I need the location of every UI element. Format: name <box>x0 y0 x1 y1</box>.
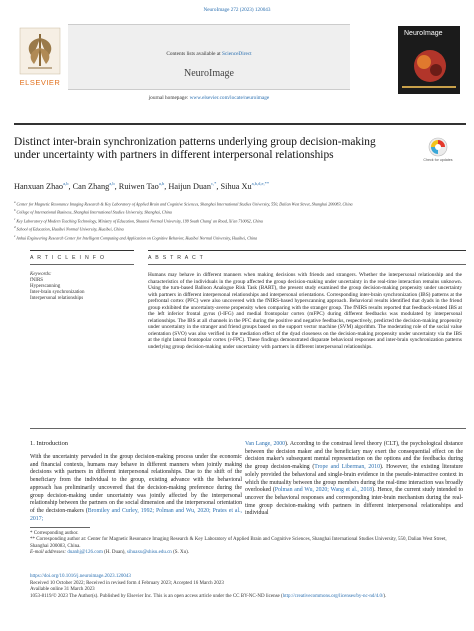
affiliation: $^b$ College of International Business, Shanghai International Studies University, Shanghai, China <box>14 208 172 215</box>
cover-title: NeuroImage <box>404 30 443 37</box>
footnote-emails: E-mail addresses: duanhj@126.com (H. Duan), sihuaxu@shisu.edu.cn (S. Xu). <box>30 550 190 556</box>
keyword: Inter-brain synchronization <box>30 290 85 295</box>
sciencedirect-link[interactable]: ScienceDirect <box>221 51 252 57</box>
article-title: Distinct inter-brain synchronization patterns underlying group decision-making under uncertainty with partners in different interpersonal relationships <box>14 136 376 161</box>
citation-link[interactable]: Polman and Wu, 2020; Wang et al., 2018 <box>274 487 373 494</box>
license-line: 1053-8119/© 2023 The Author(s). Published by Elsevier Inc. This is an open access article under the CC BY-NC-ND license (http://creativecommons.org/licenses/by-nc-nd/4.0/). <box>30 593 387 599</box>
keywords-block <box>30 272 84 302</box>
author[interactable]: Haijun Duan$^{c,*}$ <box>168 181 217 191</box>
homepage-link[interactable]: www.elsevier.com/locate/neuroimage <box>189 95 270 101</box>
citation-link[interactable]: Van Lange, 2000 <box>245 441 286 447</box>
citation-link[interactable]: Trope and Liberman, 2010 <box>314 464 380 471</box>
homepage-prefix: journal homepage: <box>148 95 189 101</box>
intro-column-left <box>30 454 242 523</box>
header-divider <box>14 123 466 125</box>
footnote-rule <box>30 527 90 528</box>
keyword: Interpersonal relationships <box>30 296 84 301</box>
keyword: fNIRS <box>30 278 44 283</box>
email-link[interactable]: duanhj@126.com <box>67 550 103 556</box>
contents-line <box>68 51 350 57</box>
journal-cover-image <box>398 26 460 94</box>
author[interactable]: Hanxuan Zhao$^{a,b}$ <box>14 181 69 191</box>
affiliation: $^d$ School of Education, Huaibei Normal University, Huaibei, China <box>14 225 124 232</box>
keywords-label: Keywords: <box>30 272 52 277</box>
email-link[interactable]: sihuaxu@shisu.edu.cn <box>126 550 172 556</box>
journal-header-band <box>68 24 350 90</box>
check-for-updates-icon[interactable] <box>428 137 448 157</box>
author[interactable]: Can Zhang$^{a,b}$ <box>72 181 115 191</box>
citation-link[interactable]: Bromiley and Curley, 1992; Polman and Wu, 2020; Prates et al., 2017; <box>30 507 242 522</box>
article-metadata <box>30 574 466 600</box>
doi-link[interactable]: https://doi.org/10.1016/j.neuroimage.2023.120043 <box>30 574 131 579</box>
footnote-corresponding-1: * Corresponding author. <box>30 531 79 536</box>
elsevier-logo <box>14 26 66 90</box>
available-online: Available online 31 March 2023 <box>30 587 95 593</box>
section-heading-introduction: 1. Introduction <box>30 440 68 447</box>
keyword: Hyperscanning <box>30 284 61 289</box>
abstract-rule <box>148 250 466 251</box>
intro-paragraph-text: With the uncertainty pervaded in the group decision-making process under the economic and financial contexts, humans may behave in different manners when jointly making decisions with partners in different interpersonal relationships. Due to the shift of the beneficiary from the individual to the group, existing advance with the behavioral approach has preliminarily uncovered that the decision-making preference during the group decision-making under uncertainty was jointly affected by the interpersonal relationship between the partners on the social dimension and the interpersonal orientation of the decision-makers ( <box>30 454 242 514</box>
journal-citation[interactable]: NeuroImage 272 (2023) 120043 <box>203 7 271 13</box>
license-link[interactable]: http://creativecommons.org/licenses/by-nc-nd/4.0/ <box>282 593 384 599</box>
footnotes <box>30 531 466 557</box>
author-list: Hanxuan Zhao$^{a,b}$, Can Zhang$^{a,b}$, Ruiwen Tao$^{a,b}$, Haijun Duan$^{c,*}$, Sihua $Xu^{a,b,d,e,**}$ <box>14 181 270 191</box>
abstract-text: Humans may behave in different manners when making decisions with friends and strangers. Whether the interpersonal relationship and the characteristics of the individuals in the group affected the group decision-making under uncertainty in the real-time interaction remains unknown. Using the turn-based Balloon Analogue Risk Task (BART), the present study examined the group decision-making propensity under uncertainty with partners in different interpersonal relationships and interpersonal orientations. Corresponding inter-brain synchronization (IBS) patterns at the prefrontal cortex (PFC) were also uncovered with the fNIRS-based hyperscanning approach. Behavioral results identified that dyads in the friend group exhibited the uncertainty-averse propensity when comparing with the stranger group. The fNIRS results reported that feedback-related IBS at the left inferior frontal gyrus (l-IFG) and medial frontopolar cortex (mFPC) during different feedbacks was modulated by interpersonal relationships. The IBS at all channels in the PFC during the positive and negative feedbacks, respectively, predicted the decision-making propensity under uncertainty in the stranger and friend groups based on the support vector machine (SVM) algorithm. The moderating role of the social value orientation (SVO) was also verified in the mediation effect of the dyad closeness on the decision-making propensity under uncertainty via the IBS at the right lateral frontopolar cortex (r-FPC). These findings demonstrated disparate behavioral responses and inter-brain synchronization patterns underlying group decision-making under uncertainty with partners in different interpersonal relationships. <box>148 272 462 350</box>
journal-name: NeuroImage <box>184 68 234 79</box>
affiliation: $^a$ Center for Magnetic Resonance Imaging Research & Key Laboratory of Applied Brain and Cognitive Sciences, Shanghai International Studies University, 550, Dalian West Street, Shanghai 200083, China <box>14 200 353 207</box>
affiliation: $^e$ Anhui Engineering Research Center for Intelligent Computing and Application on Cognitive Behavior, Huaibei Normal University, Huaibei, China <box>14 233 258 241</box>
abstract-underline <box>148 264 466 265</box>
article-info-rule <box>30 250 134 251</box>
author[interactable]: Sihua $Xu^{a,b,d,e,**}$ <box>220 181 270 191</box>
publisher-name: ELSEVIER <box>19 78 61 87</box>
footnote-corresponding-2: ** Corresponding author at: Center for Magnetic Resonance Imaging Research & Key Laboratory of Applied Brain and Cognitive Sciences, Shanghai International Studies University, 550, Dalian West Street, Shanghai 200083, China. <box>30 537 447 549</box>
author[interactable]: Ruiwen Tao$^{a,b}$ <box>118 181 165 191</box>
homepage-line <box>68 95 350 101</box>
affiliation-list <box>14 199 454 241</box>
received-dates: Received 10 October 2022; Received in revised form 4 February 2023; Accepted 16 March 2023 <box>30 580 224 586</box>
affiliation: $^c$ Key Laboratory of Modern Teaching Technology, Ministry of Education, Shaanxi Normal University, 199 South Chang' an Road, Xi'an 710062, China <box>14 216 263 224</box>
article-info-heading: A R T I C L E I N F O <box>30 255 106 261</box>
abstract-bottom-rule <box>30 428 466 429</box>
contents-prefix: Contents lists available at <box>166 51 221 57</box>
article-info-underline <box>30 264 134 265</box>
check-for-updates-label: Check for updates <box>423 158 453 162</box>
intro-column-right: Van Lange, 2000). According to the construal level theory (CLT), the psychological distance between the decision maker and the beneficiary may exert the consequential effect on the decision maker's subsequent mental representation on the options and the feedbacks during the group decision-making (Trope and Liberman, 2010). However, the existing literature solely provided the behavioral and single-brain evidence in the pseudo-interactive context in which the mutuality between the group members during the real-time interaction was broadly overlooked (Polman and Wu, 2020; Wang et al., 2018). Hence, the current study intended to uncover the behavioral responses and corresponding inter-brain mechanism during the real-time group decision-making with partners in different interpersonal relationships and individual <box>245 441 463 517</box>
abstract-heading: A B S T R A C T <box>148 255 205 261</box>
